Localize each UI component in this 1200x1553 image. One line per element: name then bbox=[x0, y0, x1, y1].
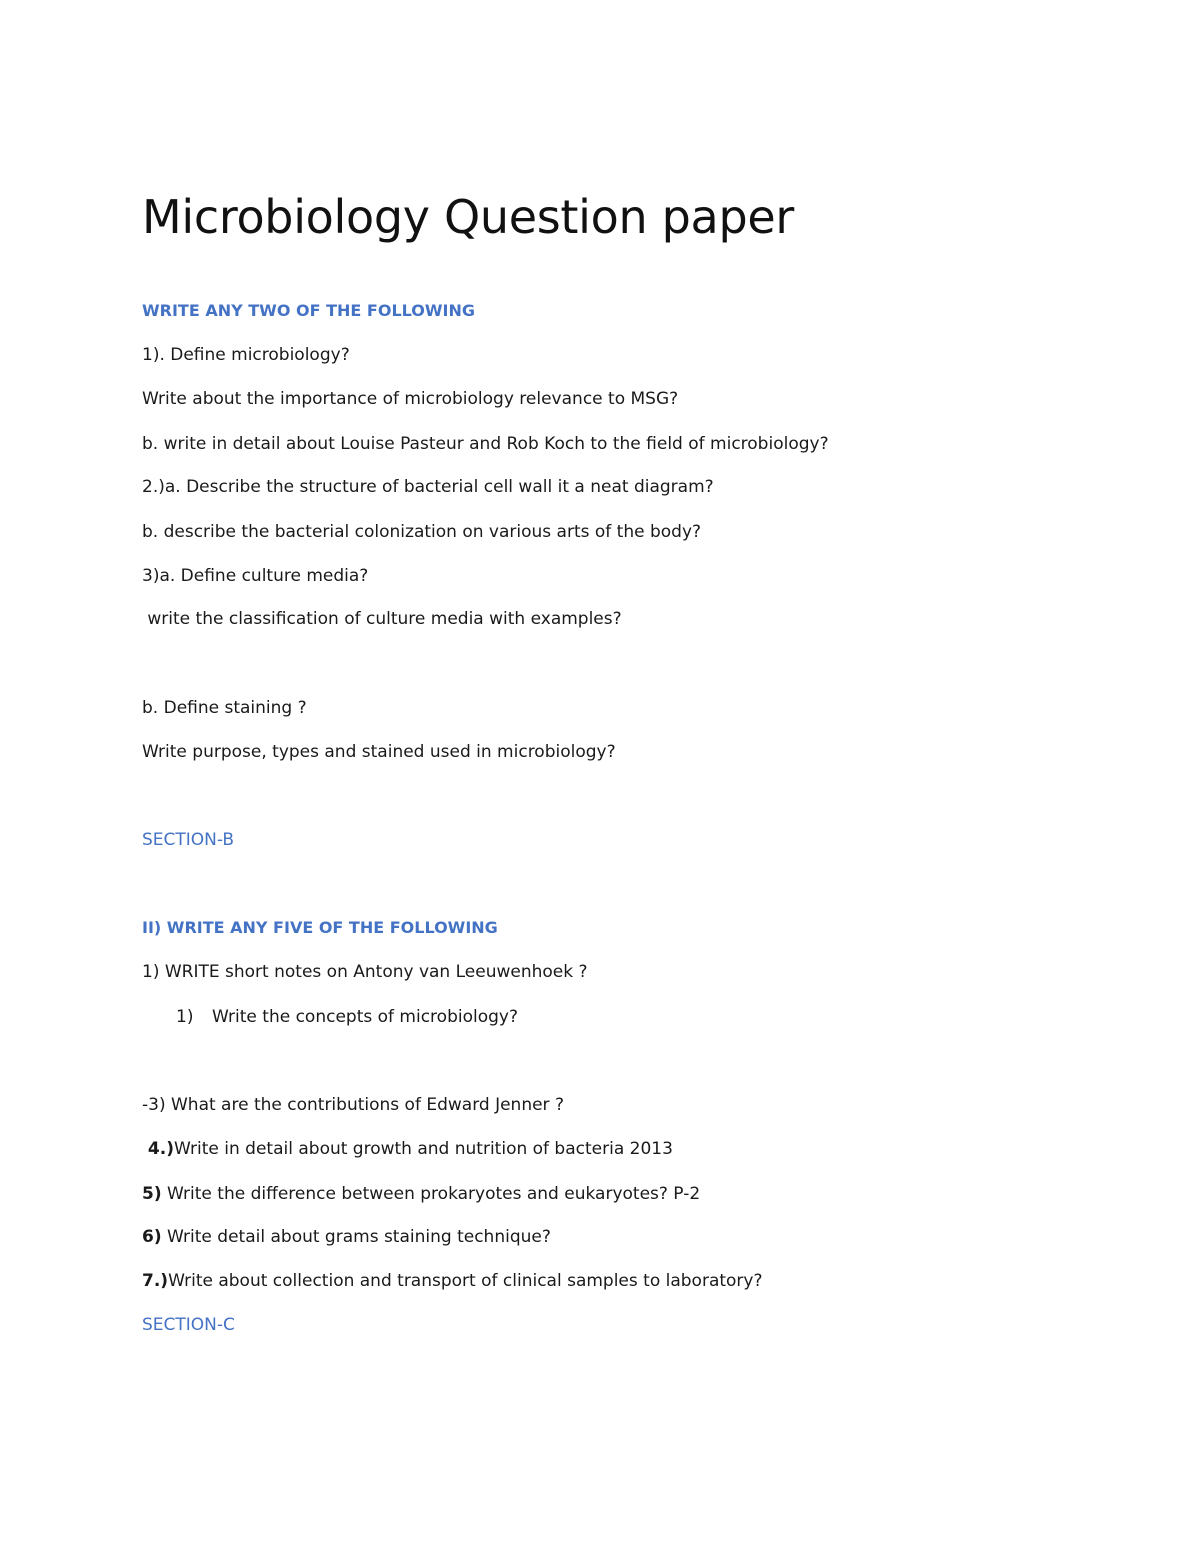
question-text: Write the difference between prokaryotes and eukaryotes? P-2 bbox=[161, 1184, 701, 1204]
question-number: 7.) bbox=[142, 1271, 169, 1291]
question-number: 5) bbox=[142, 1184, 162, 1204]
question-line: 2.)a. Describe the structure of bacterial cell wall it a neat diagram? bbox=[142, 477, 714, 497]
section-c-label: SECTION-C bbox=[142, 1315, 235, 1335]
question-line: Write about the importance of microbiology relevance to MSG? bbox=[142, 389, 679, 409]
page-title: Microbiology Question paper bbox=[142, 190, 794, 244]
question-number: 4.) bbox=[142, 1139, 174, 1159]
question-line: 1). Define microbiology? bbox=[142, 345, 350, 365]
question-text: Write detail about grams staining technique? bbox=[161, 1227, 551, 1247]
question-line: b. write in detail about Louise Pasteur and Rob Koch to the field of microbiology? bbox=[142, 434, 829, 454]
section-a-heading: WRITE ANY TWO OF THE FOLLOWING bbox=[142, 301, 475, 320]
question-line: write the classification of culture media with examples? bbox=[142, 609, 622, 629]
question-line bbox=[142, 1182, 700, 1206]
question-line: b. describe the bacterial colonization on various arts of the body? bbox=[142, 522, 702, 542]
question-line bbox=[142, 1269, 763, 1293]
question-line: Write the concepts of microbiology? bbox=[212, 1007, 518, 1027]
list-number: 1) bbox=[176, 1007, 194, 1027]
question-text: Write in detail about growth and nutrition of bacteria 2013 bbox=[173, 1139, 673, 1159]
question-line: 1) WRITE short notes on Antony van Leeuwenhoek ? bbox=[142, 962, 588, 982]
question-text: Write about collection and transport of clinical samples to laboratory? bbox=[168, 1271, 763, 1291]
question-line: -3) What are the contributions of Edward Jenner ? bbox=[142, 1095, 564, 1115]
question-line bbox=[142, 1225, 551, 1249]
question-line: 3)a. Define culture media? bbox=[142, 566, 369, 586]
question-number: 6) bbox=[142, 1227, 162, 1247]
section-b-label: SECTION-B bbox=[142, 830, 235, 850]
question-line: Write purpose, types and stained used in microbiology? bbox=[142, 742, 616, 762]
question-line bbox=[142, 1137, 673, 1161]
section-b-heading: II) WRITE ANY FIVE OF THE FOLLOWING bbox=[142, 918, 498, 937]
question-line: b. Define staining ? bbox=[142, 698, 307, 718]
